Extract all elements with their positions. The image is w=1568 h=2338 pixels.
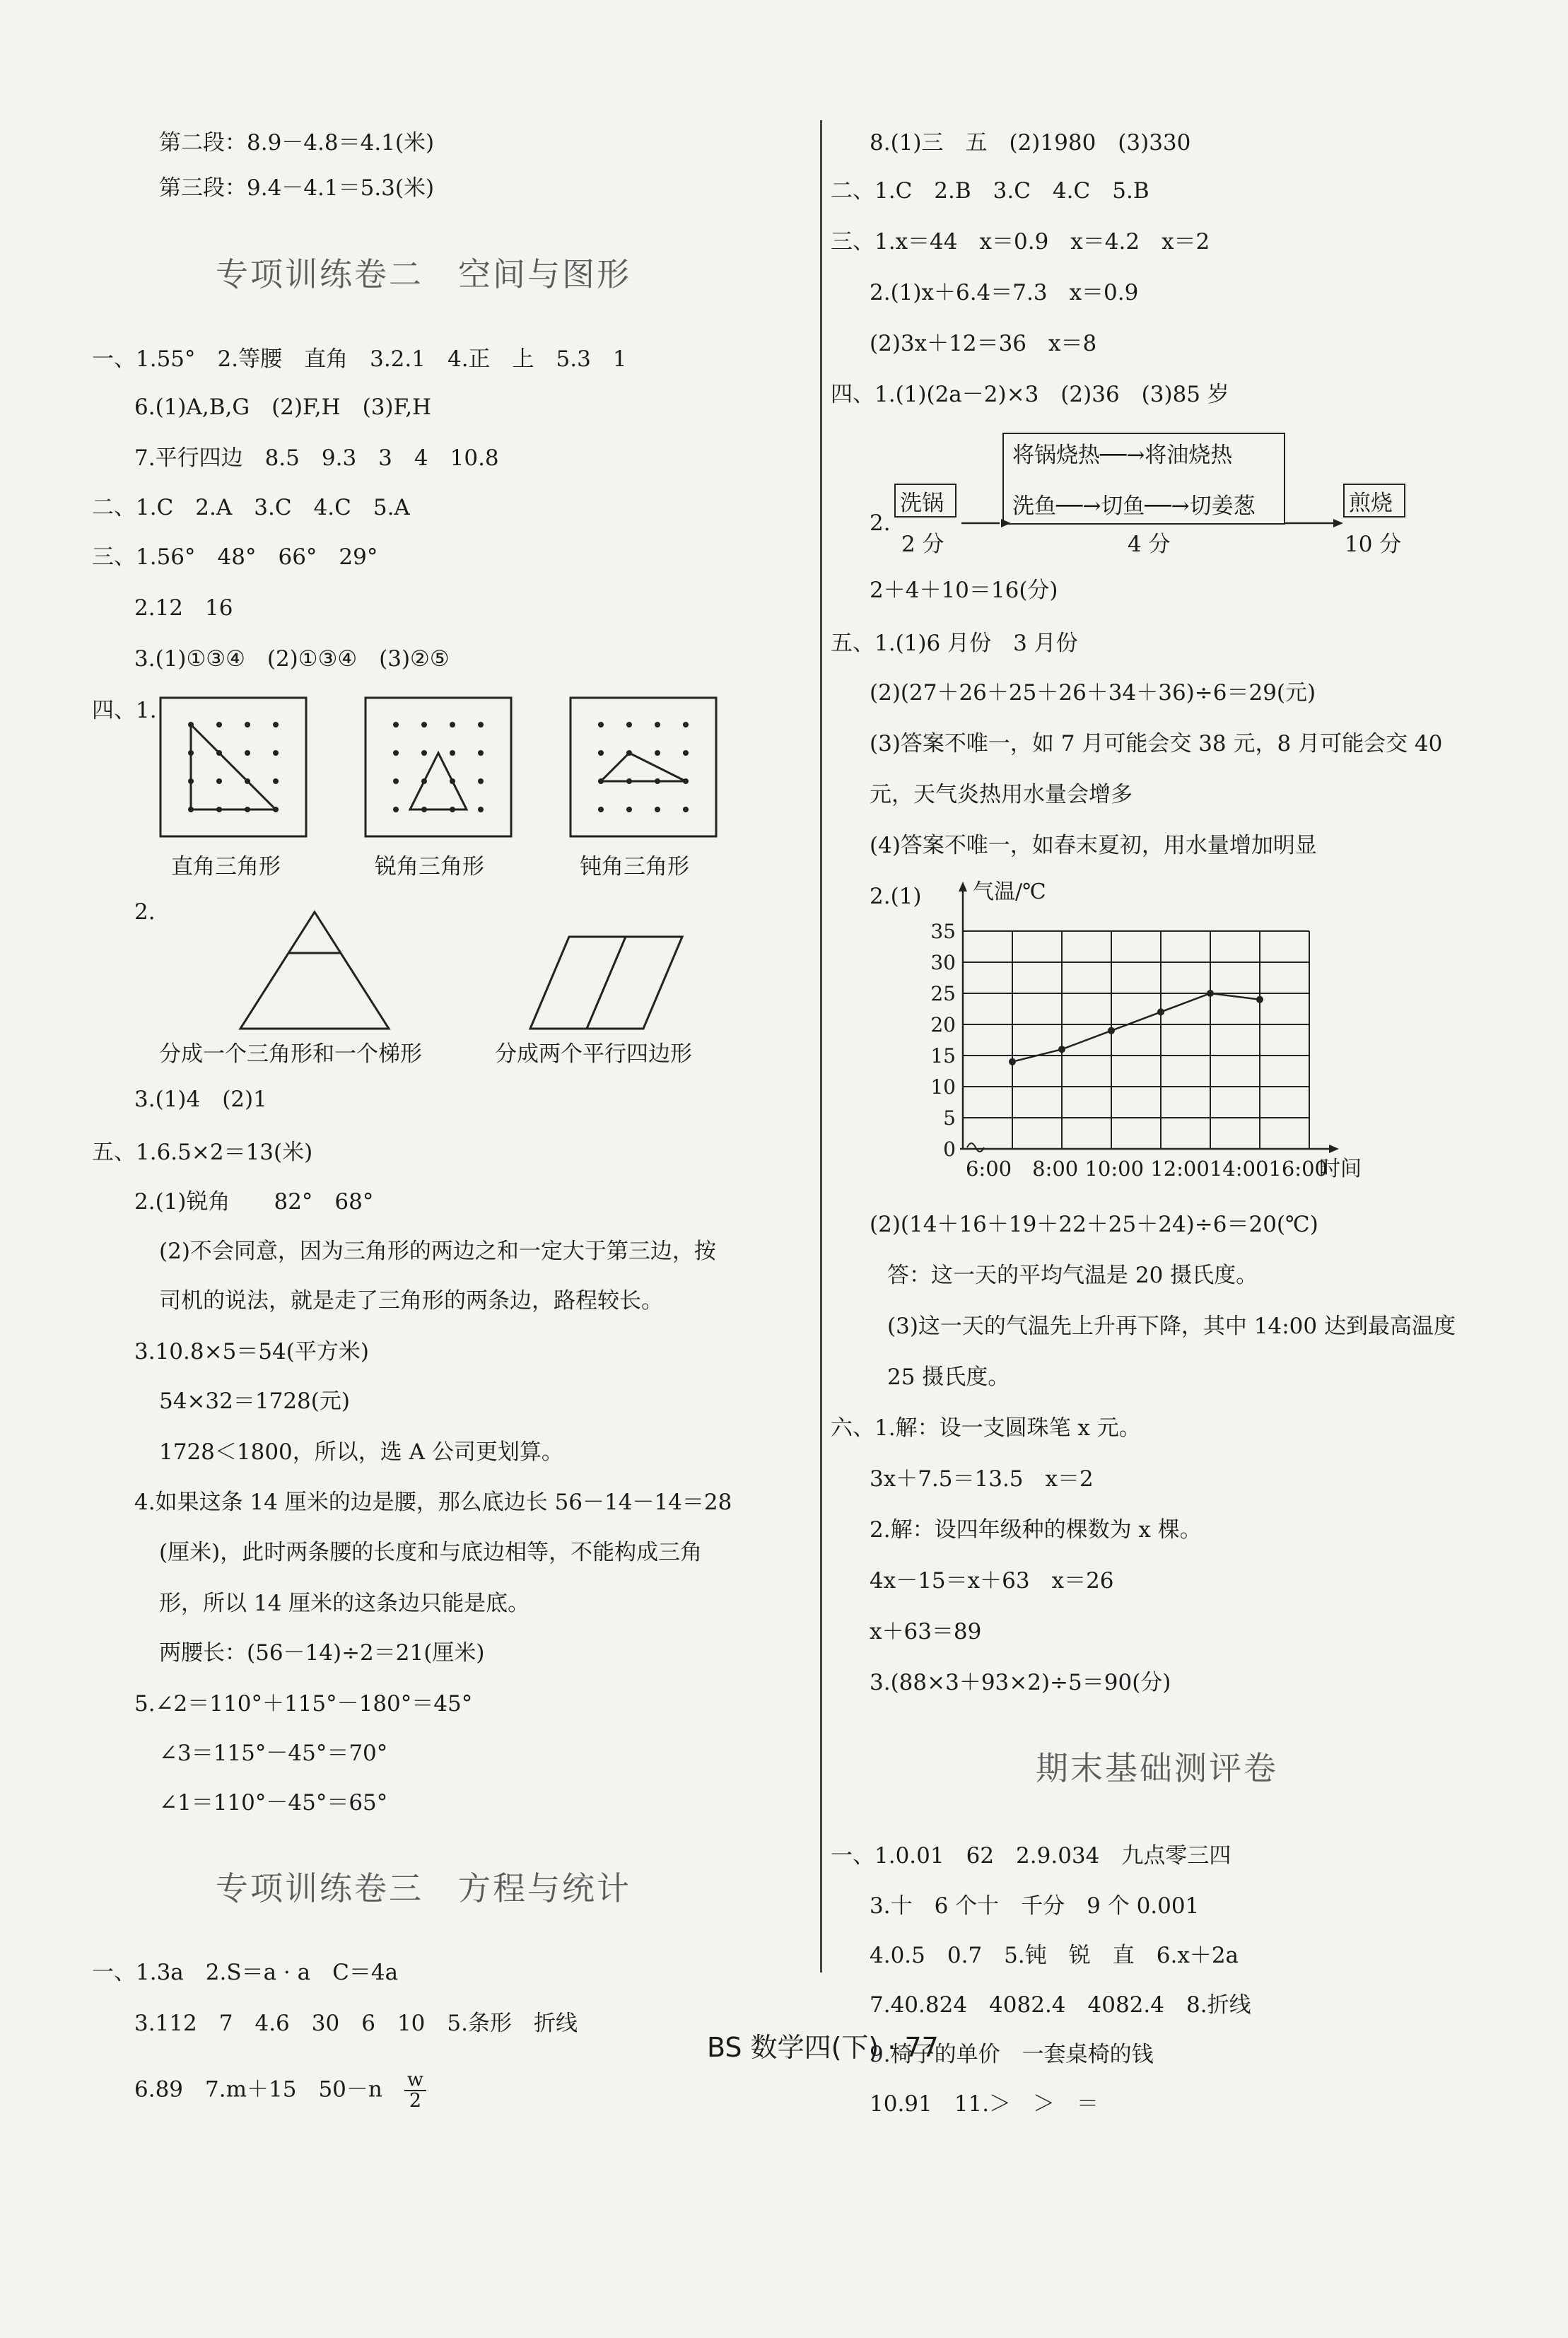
fraction bbox=[404, 2070, 426, 2111]
y-tick-label: 20 bbox=[930, 1013, 956, 1036]
formula-text: 6.89 7.m＋15 50－n bbox=[134, 2076, 404, 2103]
text-line: 一、1.3a 2.S＝a · a C＝4a bbox=[92, 1960, 399, 1985]
parallelogram-split-figure bbox=[530, 937, 682, 1029]
text-line: 3.十 6 个十 千分 9 个 0.001 bbox=[870, 1893, 1200, 1919]
flowchart-time: 10 分 bbox=[1345, 532, 1402, 557]
section-title: 专项训练卷二 空间与图形 bbox=[216, 255, 631, 293]
text-line: 7.40.824 4082.4 4082.4 8.折线 bbox=[870, 1992, 1251, 2018]
text-line: 2.12 16 bbox=[134, 595, 233, 621]
text-line: (2)(14＋16＋19＋22＋25＋24)÷6＝20(℃) bbox=[870, 1212, 1318, 1237]
text-line: 3.(1)①③④ (2)①③④ (3)②⑤ bbox=[134, 646, 450, 672]
text-line: 3x＋7.5＝13.5 x＝2 bbox=[870, 1466, 1094, 1492]
triangle-label: 锐角三角形 bbox=[375, 854, 484, 879]
text-line: 四、1. bbox=[92, 698, 157, 723]
text-line: 三、1.56° 48° 66° 29° bbox=[92, 544, 378, 570]
data-point bbox=[1009, 1058, 1016, 1065]
text-line: (2)3x＋12＝36 x＝8 bbox=[870, 331, 1097, 356]
section-title: 期末基础测评卷 bbox=[1036, 1749, 1278, 1787]
section-title: 专项训练卷三 方程与统计 bbox=[216, 1869, 631, 1907]
x-axis-label: 时间 bbox=[1319, 1157, 1362, 1181]
acute-triangle-figure bbox=[365, 698, 511, 836]
text-line: x＋63＝89 bbox=[870, 1619, 982, 1644]
obtuse-triangle-figure bbox=[571, 698, 716, 836]
right-triangle-figure bbox=[160, 698, 306, 836]
text-line: ∠3＝115°－45°＝70° bbox=[159, 1741, 388, 1766]
text-line: 4x－15＝x＋63 x＝26 bbox=[870, 1568, 1114, 1594]
fraction-denominator: 2 bbox=[409, 2090, 422, 2112]
text-line: 6.(1)A,B,G (2)F,H (3)F,H bbox=[134, 394, 432, 420]
data-point bbox=[1207, 990, 1214, 997]
text-line bbox=[134, 2070, 426, 2111]
triangle-label: 直角三角形 bbox=[171, 854, 281, 879]
text-line: 54×32＝1728(元) bbox=[159, 1389, 350, 1414]
text-line: 司机的说法，就是走了三角形的两条边，路程较长。 bbox=[159, 1288, 663, 1314]
text-line: 答：这一天的平均气温是 20 摄氏度。 bbox=[887, 1263, 1258, 1288]
text-line: 二、1.C 2.B 3.C 4.C 5.B bbox=[831, 178, 1149, 204]
split-shapes bbox=[233, 905, 700, 1039]
text-line: 元，天气炎热用水量会增多 bbox=[870, 782, 1133, 807]
y-axis-arrow bbox=[959, 882, 967, 892]
y-tick-label: 5 bbox=[943, 1106, 956, 1130]
text-line: 3.112 7 4.6 30 6 10 5.条形 折线 bbox=[134, 2011, 578, 2036]
text-line: 五、1.6.5×2＝13(米) bbox=[92, 1140, 313, 1165]
y-tick-label: 10 bbox=[930, 1075, 956, 1099]
text-line: 2. bbox=[134, 899, 156, 925]
text-line: 2. bbox=[870, 510, 891, 536]
fraction-numerator: w bbox=[404, 2070, 426, 2091]
text-line: (2)不会同意，因为三角形的两边之和一定大于第三边，按 bbox=[159, 1239, 716, 1264]
text-line: 两腰长：(56－14)÷2＝21(厘米) bbox=[159, 1640, 485, 1666]
y-tick-label: 35 bbox=[930, 920, 956, 943]
triangle-label: 钝角三角形 bbox=[580, 854, 689, 879]
x-tick-labels: 6:00 8:00 10:00 12:0014:0016:00 bbox=[966, 1157, 1328, 1181]
column-divider bbox=[820, 120, 822, 1972]
text-line: 5.∠2＝110°＋115°－180°＝45° bbox=[134, 1691, 473, 1717]
y-tick-label: 15 bbox=[930, 1044, 956, 1068]
flowchart-wash-label: 洗锅 bbox=[900, 491, 944, 516]
text-line: 2.(1)锐角 82° 68° bbox=[134, 1189, 374, 1215]
chart-series bbox=[1009, 990, 1263, 1065]
split-label: 分成两个平行四边形 bbox=[495, 1041, 692, 1067]
text-line: (3)这一天的气温先上升再下降，其中 14:00 达到最高温度 bbox=[887, 1314, 1456, 1339]
text-line: 四、1.(1)(2a－2)×3 (2)36 (3)85 岁 bbox=[831, 382, 1229, 407]
text-line: 六、1.解：设一支圆珠笔 x 元。 bbox=[831, 1415, 1141, 1441]
text-line: 8.(1)三 五 (2)1980 (3)330 bbox=[870, 130, 1191, 156]
data-point bbox=[1157, 1008, 1164, 1015]
text-line: 2.解：设四年级种的棵数为 x 棵。 bbox=[870, 1517, 1202, 1543]
text-line: 第二段：8.9－4.8＝4.1(米) bbox=[159, 130, 435, 156]
text-line: (3)答案不唯一，如 7 月可能会交 38 元，8 月可能会交 40 bbox=[870, 731, 1443, 756]
y-tick-label: 30 bbox=[930, 951, 956, 974]
flowchart-time: 2 分 bbox=[901, 532, 944, 557]
flowchart-middle-steps: 洗鱼──→切鱼──→切姜葱 bbox=[1012, 493, 1256, 519]
text-line: 一、1.55° 2.等腰 直角 3.2.1 4.正 上 5.3 1 bbox=[92, 346, 627, 372]
text-line: 1728＜1800，所以，选 A 公司更划算。 bbox=[159, 1439, 563, 1465]
text-line: 10.91 11.＞ ＞ ＝ bbox=[870, 2091, 1099, 2117]
data-point bbox=[1108, 1027, 1115, 1034]
dot-grid-triangles bbox=[159, 696, 732, 838]
text-line: 三、1.x＝44 x＝0.9 x＝4.2 x＝2 bbox=[831, 229, 1210, 255]
text-line: 一、1.0.01 62 2.9.034 九点零三四 bbox=[831, 1843, 1231, 1869]
temperature-line-chart bbox=[919, 880, 1414, 1191]
text-line: ∠1＝110°－45°＝65° bbox=[159, 1790, 388, 1816]
flowchart-top-steps: 将锅烧热──→将油烧热 bbox=[1012, 443, 1233, 468]
page-footer: BS 数学四(下) · 77 bbox=[707, 2032, 939, 2063]
text-line: 9.椅子的单价 一套桌椅的钱 bbox=[870, 2042, 1154, 2067]
text-line: (2)(27＋26＋25＋26＋34＋36)÷6＝29(元) bbox=[870, 680, 1316, 706]
chart-ticks bbox=[930, 920, 1328, 1181]
y-tick-label: 25 bbox=[930, 982, 956, 1005]
text-line: 4.如果这条 14 厘米的边是腰，那么底边长 56－14－14＝28 bbox=[134, 1490, 732, 1515]
y-tick-label: 0 bbox=[943, 1138, 956, 1161]
text-line: 3.(88×3＋93×2)÷5＝90(分) bbox=[870, 1670, 1171, 1695]
text-line: (厘米)，此时两条腰的长度和与底边相等，不能构成三角 bbox=[159, 1540, 703, 1565]
x-axis-break bbox=[967, 1143, 984, 1152]
temperature-line bbox=[1012, 993, 1260, 1062]
split-label: 分成一个三角形和一个梯形 bbox=[159, 1041, 422, 1067]
data-point bbox=[1058, 1046, 1065, 1053]
flowchart-time: 4 分 bbox=[1128, 532, 1171, 557]
flowchart-fry-label: 煎烧 bbox=[1349, 491, 1393, 516]
text-line: 4.0.5 0.7 5.钝 锐 直 6.x＋2a bbox=[870, 1943, 1239, 1968]
text-line: 2＋4＋10＝16(分) bbox=[870, 578, 1058, 603]
y-axis-label: 气温/℃ bbox=[973, 880, 1046, 904]
text-line: 3.10.8×5＝54(平方米) bbox=[134, 1339, 369, 1364]
text-line: (4)答案不唯一，如春末夏初，用水量增加明显 bbox=[870, 833, 1317, 858]
text-line: 3.(1)4 (2)1 bbox=[134, 1087, 267, 1112]
text-line: 2.(1)x＋6.4＝7.3 x＝0.9 bbox=[870, 280, 1139, 305]
triangle-split-figure bbox=[240, 912, 389, 1029]
text-line: 第三段：9.4－4.1＝5.3(米) bbox=[159, 175, 435, 201]
text-line: 2.(1) bbox=[870, 884, 922, 909]
x-axis-arrow bbox=[1329, 1145, 1339, 1153]
text-line: 7.平行四边 8.5 9.3 3 4 10.8 bbox=[134, 445, 499, 471]
text-line: 形，所以 14 厘米的这条边只能是底。 bbox=[159, 1591, 530, 1616]
text-line: 二、1.C 2.A 3.C 4.C 5.A bbox=[92, 495, 410, 520]
data-point bbox=[1256, 996, 1263, 1003]
text-line: 五、1.(1)6 月份 3 月份 bbox=[831, 631, 1078, 656]
text-line: 25 摄氏度。 bbox=[887, 1364, 1010, 1390]
chart-grid bbox=[963, 931, 1309, 1149]
